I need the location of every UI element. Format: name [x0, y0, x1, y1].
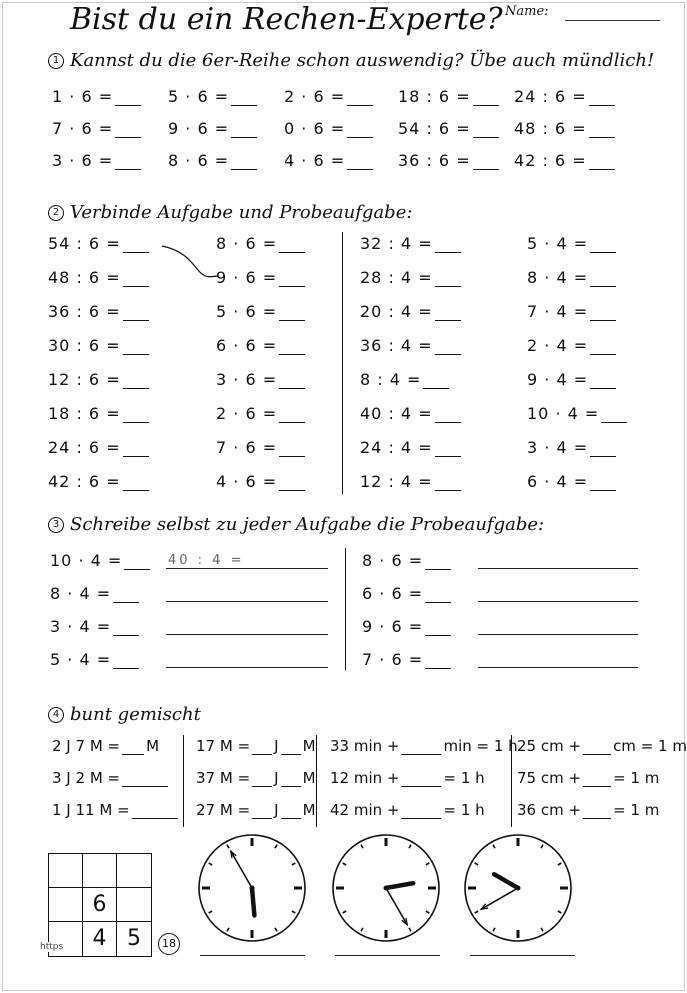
task-text: 9 · 6 = [362, 617, 424, 636]
mixed-task [52, 801, 180, 819]
answer-blank[interactable] [113, 621, 139, 636]
task-text: 5 · 4 = [527, 234, 589, 253]
unit-text: J [274, 769, 279, 787]
task [50, 551, 150, 570]
task [216, 234, 305, 253]
task [52, 119, 141, 138]
answer-blank[interactable] [590, 306, 616, 321]
clock3-answer-line[interactable] [470, 955, 575, 956]
task [527, 268, 616, 287]
task [527, 234, 616, 253]
task-text: 28 : 4 = [360, 268, 433, 287]
probe-answer-line[interactable] [166, 634, 328, 635]
mixed-task [330, 769, 485, 787]
clock-center [516, 886, 521, 891]
mixed-task [517, 737, 687, 755]
task-text: 8 · 4 = [527, 268, 589, 287]
task [48, 234, 149, 253]
answer-blank[interactable] [435, 476, 461, 491]
answer-blank[interactable] [473, 123, 499, 138]
answer-blank[interactable] [123, 408, 149, 423]
page-title: Bist du ein Rechen-Experte? [70, 2, 503, 37]
answer-blank[interactable] [279, 306, 305, 321]
answer-blank[interactable] [435, 408, 461, 423]
grid-cell[interactable] [83, 854, 117, 888]
section1-heading-text: Kannst du die 6er-Reihe schon auswendig? Übe auch mündlich! [70, 50, 655, 71]
connection-example-line [160, 240, 220, 280]
task-text: 1 J 11 M = [52, 801, 130, 819]
clock-1 [196, 832, 308, 944]
task-text: 9 · 6 = [168, 119, 230, 138]
answer-blank[interactable] [347, 155, 373, 170]
answer-blank[interactable] [279, 340, 305, 355]
name-field-line[interactable] [565, 20, 660, 21]
answer-blank[interactable] [590, 476, 616, 491]
task [398, 87, 499, 106]
task-text: 2 · 6 = [216, 404, 278, 423]
task [360, 302, 461, 321]
task [168, 119, 257, 138]
task-text: 37 M = [196, 769, 251, 787]
task-text: 36 : 4 = [360, 336, 433, 355]
answer-blank[interactable] [401, 805, 441, 819]
grid-cell[interactable]: 5 [127, 926, 141, 951]
task-text: 6 · 4 = [527, 472, 589, 491]
answer-blank[interactable] [279, 408, 305, 423]
task-text: 54 : 6 = [398, 119, 471, 138]
probe-answer-line[interactable] [478, 667, 638, 668]
mixed-task [517, 801, 659, 819]
answer-blank[interactable] [279, 442, 305, 457]
task-text: 8 : 4 = [360, 370, 422, 389]
task-text: 3 · 4 = [527, 438, 589, 457]
answer-blank[interactable] [583, 741, 611, 755]
task [284, 87, 373, 106]
task [360, 268, 461, 287]
section3-number: 3 [48, 517, 64, 533]
answer-blank[interactable] [115, 91, 141, 106]
task [48, 404, 149, 423]
task [514, 119, 615, 138]
section4-divider-2 [316, 735, 317, 827]
answer-blank[interactable] [589, 123, 615, 138]
answer-blank[interactable] [435, 442, 461, 457]
task [398, 119, 499, 138]
hour-hand [252, 888, 254, 915]
task-text: 12 : 6 = [48, 370, 121, 389]
task [360, 234, 461, 253]
probe-answer-line[interactable] [478, 601, 638, 602]
task-text: 18 : 6 = [398, 87, 471, 106]
clock-2 [330, 832, 442, 944]
mixed-task [196, 801, 316, 819]
answer-blank[interactable] [124, 555, 150, 570]
task-text: 9 · 4 = [527, 370, 589, 389]
task-text: 36 : 6 = [398, 151, 471, 170]
task-text: 9 · 6 = [216, 268, 278, 287]
unit-text: = 1 m [613, 801, 660, 819]
unit-text: J [274, 737, 279, 755]
task [360, 438, 461, 457]
answer-blank[interactable] [281, 773, 301, 787]
task [48, 438, 149, 457]
task [216, 302, 305, 321]
answer-blank[interactable] [425, 654, 451, 669]
answer-blank[interactable] [423, 374, 449, 389]
mixed-task [52, 737, 159, 755]
task-text: 30 : 6 = [48, 336, 121, 355]
task [527, 370, 616, 389]
answer-blank[interactable] [279, 476, 305, 491]
task-text: 42 : 6 = [514, 151, 587, 170]
answer-blank[interactable] [252, 741, 272, 755]
task-text: 5 · 6 = [216, 302, 278, 321]
task [216, 268, 305, 287]
task-text: 3 J 2 M = [52, 769, 121, 787]
answer-blank[interactable] [347, 123, 373, 138]
task [514, 87, 615, 106]
task [48, 336, 149, 355]
answer-blank[interactable] [425, 621, 451, 636]
answer-blank[interactable] [590, 374, 616, 389]
task [527, 472, 616, 491]
task [48, 268, 149, 287]
grid-cell[interactable] [49, 854, 83, 888]
task-text: 8 · 6 = [216, 234, 278, 253]
mixed-task [196, 737, 316, 755]
task-text: 2 · 4 = [527, 336, 589, 355]
answer-blank[interactable] [401, 741, 441, 755]
answer-blank[interactable] [113, 654, 139, 669]
task-text: 8 · 4 = [50, 584, 112, 603]
task-text: 42 min + [330, 801, 400, 819]
task-text: 54 : 6 = [48, 234, 121, 253]
task [216, 472, 305, 491]
task [362, 551, 451, 570]
task [52, 87, 141, 106]
task [360, 472, 461, 491]
answer-blank[interactable] [473, 91, 499, 106]
answer-blank[interactable] [435, 340, 461, 355]
task-text: 42 : 6 = [48, 472, 121, 491]
unit-text: J [274, 801, 279, 819]
section2-divider [342, 232, 343, 494]
task-text: 40 : 4 = [360, 404, 433, 423]
task-text: 4 · 6 = [216, 472, 278, 491]
mixed-task [330, 801, 485, 819]
answer-blank[interactable] [590, 340, 616, 355]
task [284, 151, 373, 170]
task-text: 5 · 4 = [50, 650, 112, 669]
task [216, 438, 305, 457]
task [362, 650, 451, 669]
probe-answer-line[interactable] [478, 568, 638, 569]
task [527, 404, 627, 423]
section2-number: 2 [48, 205, 64, 221]
task-text: 12 : 4 = [360, 472, 433, 491]
unit-text: = 1 m [613, 769, 660, 787]
answer-blank[interactable] [115, 123, 141, 138]
task-text: 1 · 6 = [52, 87, 114, 106]
unit-text: cm = 1 m [613, 737, 687, 755]
task-text: 24 : 4 = [360, 438, 433, 457]
answer-blank[interactable] [401, 773, 441, 787]
watermark-text: https [40, 942, 64, 952]
probe-answer-line[interactable] [166, 667, 328, 668]
answer-blank[interactable] [113, 588, 139, 603]
answer-blank[interactable] [279, 374, 305, 389]
grid-cell[interactable] [49, 888, 83, 922]
task [398, 151, 499, 170]
grid-cell[interactable] [117, 854, 151, 888]
task-text: 10 · 4 = [527, 404, 600, 423]
task-text: 48 : 6 = [48, 268, 121, 287]
section3-heading [48, 514, 544, 535]
task-text: 32 : 4 = [360, 234, 433, 253]
task [48, 302, 149, 321]
task [216, 404, 305, 423]
answer-blank[interactable] [123, 306, 149, 321]
answer-blank[interactable] [252, 805, 272, 819]
task-text: 7 · 4 = [527, 302, 589, 321]
section4-number: 4 [48, 707, 64, 723]
section4-heading [48, 704, 201, 725]
answer-blank[interactable] [231, 155, 257, 170]
task-text: 7 · 6 = [216, 438, 278, 457]
task [362, 617, 451, 636]
task-text: 33 min + [330, 737, 400, 755]
unit-text: M [302, 737, 316, 755]
mixed-task [330, 737, 518, 755]
grid-cell[interactable]: 6 [83, 888, 117, 922]
section2-heading-text: Verbinde Aufgabe und Probeaufgabe: [70, 202, 413, 223]
answer-blank[interactable] [590, 442, 616, 457]
answer-blank[interactable] [279, 238, 305, 253]
page-number: 18 [158, 933, 180, 955]
task-text: 8 · 6 = [168, 151, 230, 170]
task [514, 151, 615, 170]
task-text: 6 · 6 = [216, 336, 278, 355]
answer-blank[interactable] [231, 123, 257, 138]
answer-blank[interactable] [435, 238, 461, 253]
section1-number: 1 [48, 53, 64, 69]
probe-answer-line[interactable] [166, 601, 328, 602]
answer-blank[interactable] [583, 773, 611, 787]
probe-answer-line[interactable] [478, 634, 638, 635]
clock-center [384, 886, 389, 891]
answer-blank[interactable] [115, 155, 141, 170]
answer-blank[interactable] [252, 773, 272, 787]
task-text: 17 M = [196, 737, 251, 755]
task [168, 151, 257, 170]
answer-blank[interactable] [123, 476, 149, 491]
clock-3 [462, 832, 574, 944]
mixed-task [517, 769, 659, 787]
task [50, 650, 139, 669]
mixed-task [52, 769, 170, 787]
answer-blank[interactable] [122, 741, 144, 755]
answer-blank[interactable] [590, 238, 616, 253]
task [284, 119, 373, 138]
answer-blank[interactable] [132, 805, 178, 819]
task [52, 151, 141, 170]
grid-cell[interactable]: 4 [83, 922, 117, 956]
answer-blank[interactable] [231, 91, 257, 106]
answer-blank[interactable] [279, 272, 305, 287]
section4-heading-text: bunt gemischt [70, 704, 201, 725]
task-text: 24 : 6 = [514, 87, 587, 106]
task [360, 404, 461, 423]
answer-blank[interactable] [589, 91, 615, 106]
name-label: Name: [505, 4, 549, 19]
clock2-answer-line[interactable] [335, 955, 440, 956]
task [216, 370, 305, 389]
task-text: 2 J 7 M = [52, 737, 121, 755]
task-text: 7 · 6 = [52, 119, 114, 138]
section3-heading-text: Schreibe selbst zu jeder Aufgabe die Probeaufgabe: [70, 514, 545, 535]
task [48, 472, 149, 491]
task [527, 302, 616, 321]
clock-center [250, 886, 255, 891]
task-text: 8 · 6 = [362, 551, 424, 570]
task-text: 7 · 6 = [362, 650, 424, 669]
task-text: 3 · 6 = [216, 370, 278, 389]
mixed-task [196, 769, 316, 787]
answer-blank[interactable] [122, 773, 168, 787]
task-text: 75 cm + [517, 769, 582, 787]
task-text: 3 · 4 = [50, 617, 112, 636]
answer-blank[interactable] [435, 306, 461, 321]
task-text: 25 cm + [517, 737, 582, 755]
task-text: 4 · 6 = [284, 151, 346, 170]
section4-divider-3 [511, 735, 512, 827]
section3-example-hint: 40 : 4 = [168, 553, 245, 568]
section3-divider [345, 548, 346, 670]
answer-blank[interactable] [473, 155, 499, 170]
task [527, 336, 616, 355]
answer-blank[interactable] [589, 155, 615, 170]
answer-blank[interactable] [123, 340, 149, 355]
task [360, 336, 461, 355]
answer-blank[interactable] [123, 238, 149, 253]
answer-blank[interactable] [425, 555, 451, 570]
task-text: 24 : 6 = [48, 438, 121, 457]
task-text: 27 M = [196, 801, 251, 819]
task [216, 336, 305, 355]
answer-blank[interactable] [590, 272, 616, 287]
answer-blank[interactable] [435, 272, 461, 287]
answer-blank[interactable] [425, 588, 451, 603]
task [527, 438, 616, 457]
answer-blank[interactable] [281, 741, 301, 755]
task-text: 2 · 6 = [284, 87, 346, 106]
answer-blank[interactable] [347, 91, 373, 106]
answer-blank[interactable] [281, 805, 301, 819]
task-text: 36 cm + [517, 801, 582, 819]
section2-heading [48, 202, 412, 223]
task [362, 584, 451, 603]
unit-text: = 1 h [443, 769, 485, 787]
probe-answer-line[interactable] [166, 568, 328, 569]
answer-blank[interactable] [583, 805, 611, 819]
answer-blank[interactable] [123, 272, 149, 287]
unit-text: min = 1 h [443, 737, 518, 755]
task-text: 10 · 4 = [50, 551, 123, 570]
section1-heading [48, 50, 654, 71]
task-text: 48 : 6 = [514, 119, 587, 138]
task-text: 3 · 6 = [52, 151, 114, 170]
task [168, 87, 257, 106]
unit-text: M [302, 801, 316, 819]
unit-text: M [302, 769, 316, 787]
unit-text: = 1 h [443, 801, 485, 819]
grid-cell[interactable] [117, 888, 151, 922]
task [50, 584, 139, 603]
task-text: 5 · 6 = [168, 87, 230, 106]
task-text: 20 : 4 = [360, 302, 433, 321]
task-text: 18 : 6 = [48, 404, 121, 423]
task-text: 36 : 6 = [48, 302, 121, 321]
task-text: 0 · 6 = [284, 119, 346, 138]
task [50, 617, 139, 636]
answer-blank[interactable] [123, 442, 149, 457]
task-text: 6 · 6 = [362, 584, 424, 603]
clock1-answer-line[interactable] [200, 955, 305, 956]
task [360, 370, 449, 389]
task-text: 12 min + [330, 769, 400, 787]
section4-divider-1 [183, 735, 184, 827]
answer-blank[interactable] [123, 374, 149, 389]
task [48, 370, 149, 389]
unit-text: M [146, 737, 160, 755]
answer-blank[interactable] [601, 408, 627, 423]
